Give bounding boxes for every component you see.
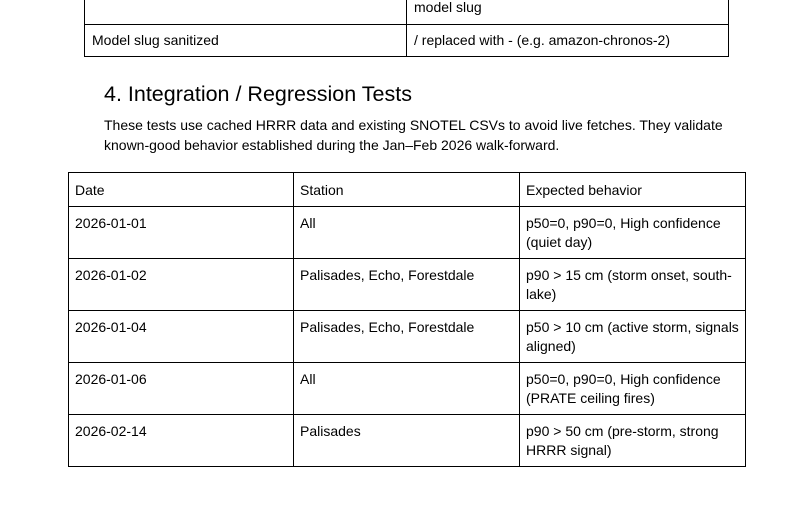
table-row (85, 0, 729, 25)
cell-expected: p50 > 10 cm (active storm, signals aligned) (520, 311, 746, 363)
cell-expected: p50=0, p90=0, High confidence (PRATE ceiling fires) (520, 363, 746, 415)
cell-date: 2026-01-06 (69, 363, 294, 415)
table-row (85, 25, 729, 57)
cell-expected: p90 > 15 cm (storm onset, south-lake) (520, 259, 746, 311)
table-row (69, 207, 746, 259)
cell-date: 2026-01-01 (69, 207, 294, 259)
section-heading: 4. Integration / Regression Tests (104, 82, 412, 106)
cell-date: 2026-01-02 (69, 259, 294, 311)
table-cell: model slug (407, 0, 729, 25)
cell-expected: p90 > 50 cm (pre-storm, strong HRRR signal) (520, 415, 746, 467)
cell-station: Palisades, Echo, Forestdale (294, 259, 520, 311)
section-paragraph: These tests use cached HRRR data and existing SNOTEL CSVs to avoid live fetches. They validate known-good behavior established during the Jan–Feb 2026 walk-forward. (104, 117, 723, 153)
table-row (69, 311, 746, 363)
table-row (69, 363, 746, 415)
table-row (69, 259, 746, 311)
table-cell: Model slug sanitized (85, 25, 407, 57)
cell-expected: p50=0, p90=0, High confidence (quiet day) (520, 207, 746, 259)
cell-date: 2026-02-14 (69, 415, 294, 467)
cell-station: Palisades (294, 415, 520, 467)
cell-station: Palisades, Echo, Forestdale (294, 311, 520, 363)
header-station: Station (294, 173, 520, 207)
table-cell: / replaced with - (e.g. amazon-chronos-2) (407, 25, 729, 57)
header-date: Date (69, 173, 294, 207)
cell-station: All (294, 363, 520, 415)
table-header-row (69, 173, 746, 207)
cell-date: 2026-01-04 (69, 311, 294, 363)
table-cell (85, 0, 407, 25)
previous-table (84, 0, 729, 57)
regression-tests-table (68, 172, 746, 467)
table-row (69, 415, 746, 467)
header-expected-behavior: Expected behavior (520, 173, 746, 207)
cell-station: All (294, 207, 520, 259)
